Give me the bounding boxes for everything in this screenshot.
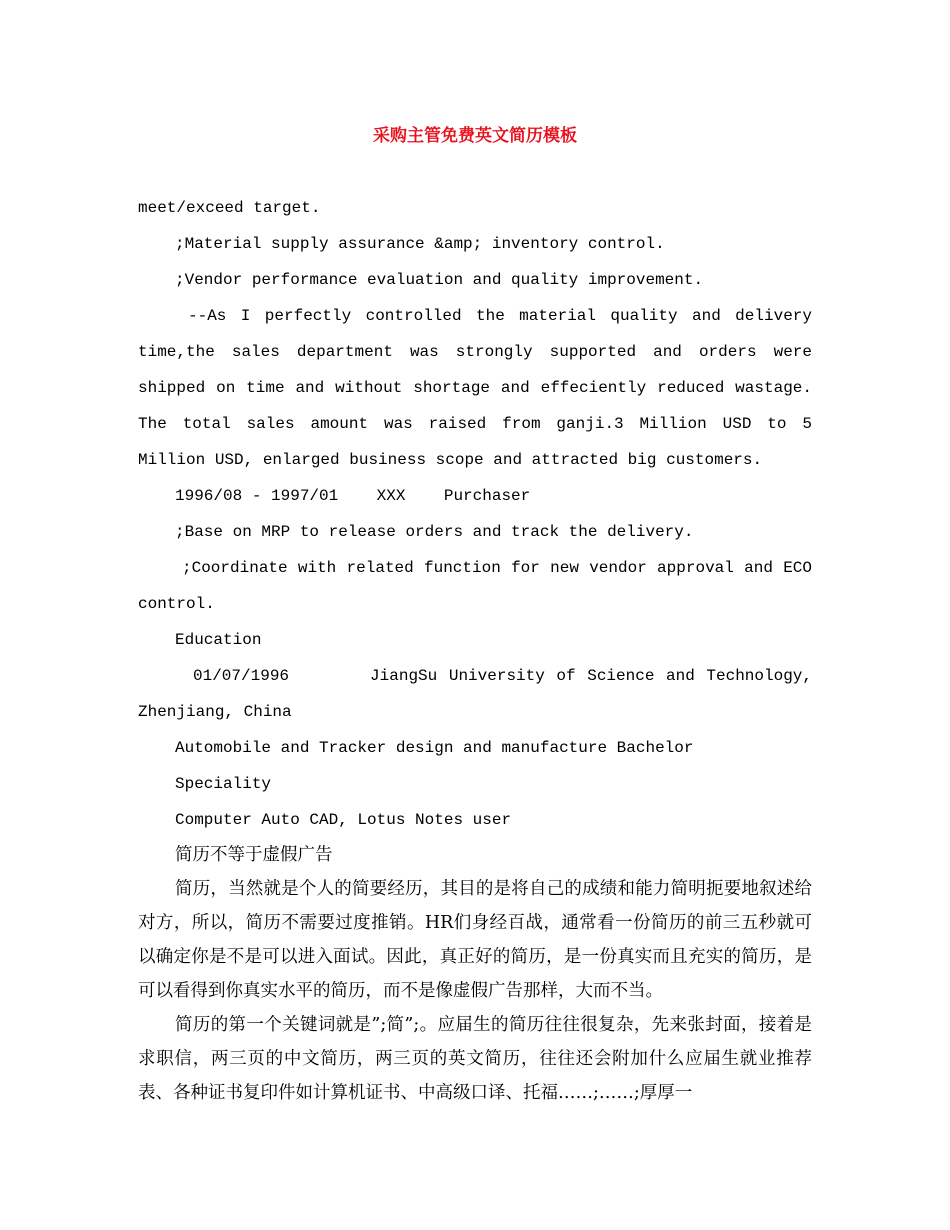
heading-resume-not-ad: 简历不等于虚假广告 bbox=[175, 845, 333, 865]
paragraph-resume-keyword: 简历的第一个关键词就是”;简”;。应届生的简历往往很复杂，先来张封面，接着是求职信，两三页的中文简历，两三页的英文简历，往往还会附加什么应届生就业推荐表、各种证书复印件如计算机证书、中高级口译、托福……;……;厚厚一 bbox=[138, 1015, 812, 1103]
paragraph-coordinate: ;Coordinate with related function for new vendor approval and ECO control. bbox=[138, 559, 822, 613]
paragraph-university: 01/07/1996 JiangSu University of Science and Technology, Zhenjiang, China bbox=[138, 667, 822, 721]
paragraph-degree: Automobile and Tracker design and manufacture Bachelor bbox=[175, 739, 694, 757]
document-body bbox=[138, 190, 822, 1110]
paragraph-job-period: 1996/08 - 1997/01 XXX Purchaser bbox=[175, 487, 531, 505]
document-title: 采购主管免费英文简历模板 bbox=[373, 126, 577, 146]
paragraph-mrp: ;Base on MRP to release orders and track the delivery. bbox=[175, 523, 694, 541]
paragraph-material-supply: ;Material supply assurance &amp; inventory control. bbox=[175, 235, 665, 253]
heading-speciality: Speciality bbox=[175, 775, 272, 793]
heading-education: Education bbox=[175, 631, 262, 649]
paragraph-resume-definition: 简历，当然就是个人的简要经历，其目的是将自己的成绩和能力简明扼要地叙述给对方，所以，简历不需要过度推销。HR们身经百战，通常看一份简历的前三五秒就可以确定你是不是可以进入面试。因此，真正好的简历，是一份真实而且充实的简历，是可以看得到你真实水平的简历，而不是像虚假广告那样，大而不当。 bbox=[138, 879, 812, 1001]
paragraph-achievement: --As I perfectly controlled the material quality and delivery time,the sales department was strongly supported and orders were shipped on time and without shortage and effeciently reduced wastage. The total sales amount was raised from ganji.3 Million USD to 5 Million USD, enlarged business scope and attracted big customers. bbox=[138, 307, 822, 469]
paragraph-vendor-performance: ;Vendor performance evaluation and quality improvement. bbox=[175, 271, 704, 289]
paragraph-skills: Computer Auto CAD, Lotus Notes user bbox=[175, 811, 512, 829]
paragraph-target: meet/exceed target. bbox=[138, 199, 321, 217]
